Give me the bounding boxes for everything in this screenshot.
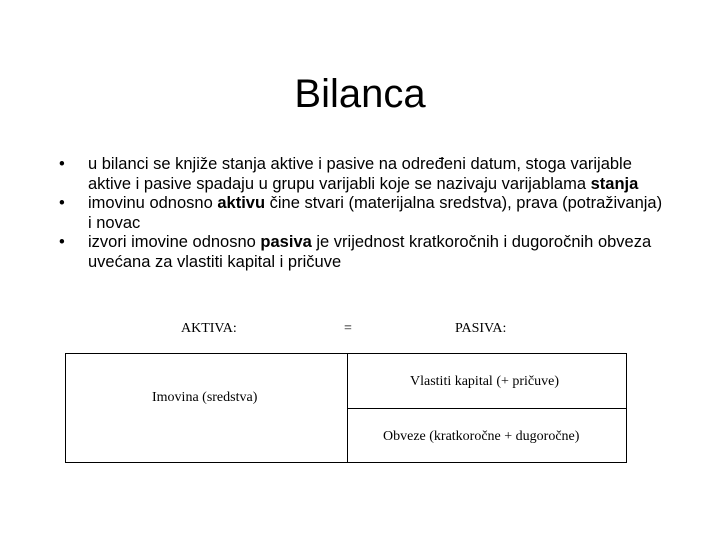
imovina-cell: Imovina (sredstva) [152,390,258,405]
table-divider-horizontal [347,408,627,409]
bullet-keyword: stanja [590,174,639,193]
bullet-item-pasiva [55,233,665,272]
slide-title: Bilanca [294,72,426,116]
bullet-text-end: čine stvari (materijalna sredstva), prava (potraživanja) i novac [88,194,663,232]
bullet-keyword: pasiva [260,233,312,251]
bullet-marker: • [59,194,65,212]
balance-table [65,353,627,463]
bullet-list [55,155,665,272]
bullet-marker: • [59,155,65,173]
bullet-item-aktiva [55,194,665,233]
bullet-keyword: aktivu [217,194,266,212]
obveze-cell: Obveze (kratkoročne + dugoročne) [383,429,580,444]
balance-diagram [0,315,720,475]
bullet-marker: • [59,233,65,251]
bullet-text-end: je vrijednost kratkoročnih i dugoročnih obveza uvećana za vlastiti kapital i pričuve [88,233,652,271]
equals-sign: = [344,321,352,336]
pasiva-header: PASIVA: [455,321,507,336]
vlastiti-kapital-cell: Vlastiti kapital (+ pričuve) [410,374,560,389]
bullet-text: u bilanci se knjiže stanja aktive i pasive na određeni datum, stoga varijable aktive i pasive spadaju u grupu varijabli koje se nazivaju varijablama [88,155,632,193]
bullet-text: imovinu odnosno [88,194,218,212]
table-left-edge [65,354,66,462]
bullet-item-stanja [55,155,665,194]
bullet-text: izvori imovine odnosno [88,233,261,251]
aktiva-header: AKTIVA: [181,321,237,336]
